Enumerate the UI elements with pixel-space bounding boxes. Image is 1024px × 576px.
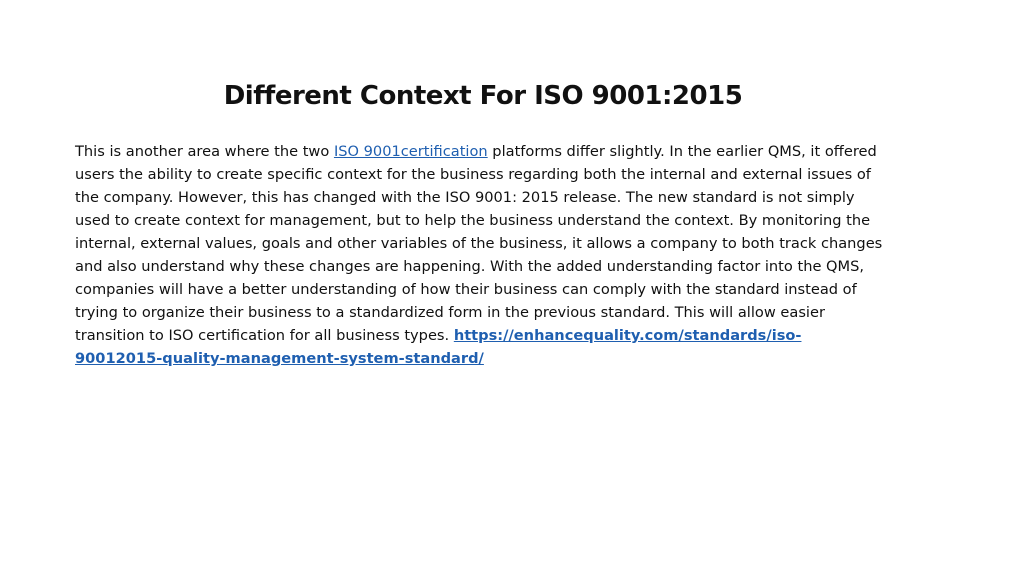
iso-certification-link[interactable]: ISO 9001certification [333,143,488,160]
body-paragraph [75,140,883,370]
paragraph-text-before-link: This is another area where the two [75,143,334,160]
slide-title: Different Context For ISO 9001:2015 [223,81,743,111]
paragraph-text-after-link: platforms differ slightly. In the earlier QMS, it offered users the ability to create specific context for the business regarding both the internal and external issues of the company. However, this has changed with the ISO 9001: 2015 release. The new standard is not simply used to create context for management, but to help the business understand the context. By monitoring the internal, external values, goals and other variables of the business, it allows a company to both track changes and also understand why these changes are happening. With the added understanding factor into the QMS, companies will have a better understanding of how their business can comply with the standard instead of trying to organize their business to a standardized form in the previous standard. This will allow easier transition to ISO certification for all business types. [75,143,883,344]
source-url-link[interactable]: https://enhancequality.com/standards/iso-90012015-quality-management-system-standard/ [75,327,802,367]
